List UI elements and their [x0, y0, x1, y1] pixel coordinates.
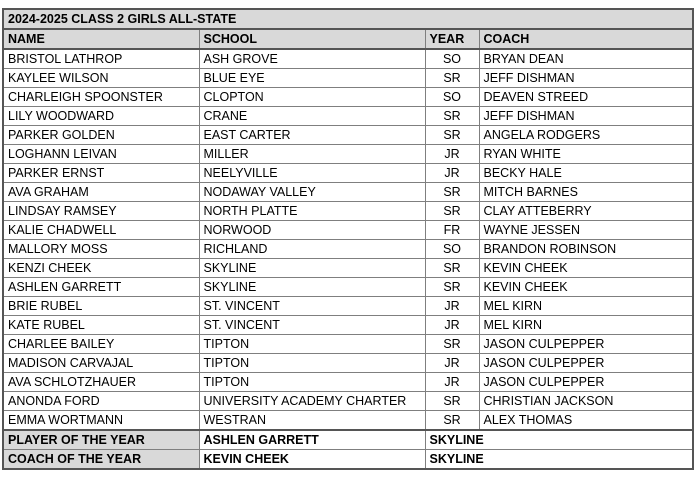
- year-cell: SR: [425, 69, 479, 88]
- award-row: [3, 430, 693, 450]
- school-cell: ST. VINCENT: [199, 297, 425, 316]
- player-name-cell: BRIE RUBEL: [3, 297, 199, 316]
- player-name-cell: PARKER ERNST: [3, 164, 199, 183]
- player-name-cell: AVA GRAHAM: [3, 183, 199, 202]
- table-row: [3, 202, 693, 221]
- player-name-cell: BRISTOL LATHROP: [3, 49, 199, 69]
- school-cell: RICHLAND: [199, 240, 425, 259]
- school-cell: CRANE: [199, 107, 425, 126]
- coach-cell: MEL KIRN: [479, 316, 693, 335]
- table-row: [3, 259, 693, 278]
- school-cell: WESTRAN: [199, 411, 425, 431]
- coach-cell: CLAY ATTEBERRY: [479, 202, 693, 221]
- year-cell: SR: [425, 107, 479, 126]
- school-cell: ASH GROVE: [199, 49, 425, 69]
- school-cell: MILLER: [199, 145, 425, 164]
- coach-cell: JEFF DISHMAN: [479, 107, 693, 126]
- school-cell: NODAWAY VALLEY: [199, 183, 425, 202]
- table-body: [3, 9, 693, 469]
- player-name-cell: EMMA WORTMANN: [3, 411, 199, 431]
- coach-cell: KEVIN CHEEK: [479, 259, 693, 278]
- player-name-cell: LOGHANN LEIVAN: [3, 145, 199, 164]
- table-row: [3, 145, 693, 164]
- coach-cell: RYAN WHITE: [479, 145, 693, 164]
- year-cell: FR: [425, 221, 479, 240]
- coach-cell: BRANDON ROBINSON: [479, 240, 693, 259]
- table-row: [3, 335, 693, 354]
- coach-cell: JASON CULPEPPER: [479, 354, 693, 373]
- year-cell: SR: [425, 278, 479, 297]
- all-state-table: [2, 8, 694, 470]
- coach-cell: MEL KIRN: [479, 297, 693, 316]
- school-cell: EAST CARTER: [199, 126, 425, 145]
- year-cell: SR: [425, 335, 479, 354]
- player-name-cell: CHARLEE BAILEY: [3, 335, 199, 354]
- table-row: [3, 221, 693, 240]
- table-row: [3, 240, 693, 259]
- player-name-cell: AVA SCHLOTZHAUER: [3, 373, 199, 392]
- year-cell: SR: [425, 126, 479, 145]
- table-row: [3, 316, 693, 335]
- year-cell: SR: [425, 411, 479, 431]
- player-name-cell: KAYLEE WILSON: [3, 69, 199, 88]
- table-row: [3, 373, 693, 392]
- player-name-cell: KALIE CHADWELL: [3, 221, 199, 240]
- column-header-year: YEAR: [425, 29, 479, 49]
- table-row: [3, 297, 693, 316]
- school-cell: ST. VINCENT: [199, 316, 425, 335]
- table-row: [3, 411, 693, 431]
- player-name-cell: MADISON CARVAJAL: [3, 354, 199, 373]
- table-row: [3, 126, 693, 145]
- school-cell: NORTH PLATTE: [199, 202, 425, 221]
- player-name-cell: LILY WOODWARD: [3, 107, 199, 126]
- award-school-cell: SKYLINE: [425, 450, 693, 470]
- school-cell: NORWOOD: [199, 221, 425, 240]
- coach-cell: ALEX THOMAS: [479, 411, 693, 431]
- school-cell: TIPTON: [199, 354, 425, 373]
- year-cell: JR: [425, 145, 479, 164]
- school-cell: TIPTON: [199, 373, 425, 392]
- coach-cell: JEFF DISHMAN: [479, 69, 693, 88]
- year-cell: SR: [425, 259, 479, 278]
- coach-cell: JASON CULPEPPER: [479, 335, 693, 354]
- table-row: [3, 183, 693, 202]
- coach-cell: KEVIN CHEEK: [479, 278, 693, 297]
- year-cell: JR: [425, 354, 479, 373]
- player-name-cell: LINDSAY RAMSEY: [3, 202, 199, 221]
- year-cell: SO: [425, 49, 479, 69]
- coach-cell: MITCH BARNES: [479, 183, 693, 202]
- year-cell: JR: [425, 373, 479, 392]
- table-row: [3, 278, 693, 297]
- table-row: [3, 69, 693, 88]
- year-cell: SR: [425, 392, 479, 411]
- school-cell: TIPTON: [199, 335, 425, 354]
- year-cell: JR: [425, 316, 479, 335]
- player-name-cell: CHARLEIGH SPOONSTER: [3, 88, 199, 107]
- award-label-cell: COACH OF THE YEAR: [3, 450, 199, 470]
- table-row: [3, 354, 693, 373]
- player-name-cell: PARKER GOLDEN: [3, 126, 199, 145]
- award-school-cell: SKYLINE: [425, 430, 693, 450]
- coach-cell: BRYAN DEAN: [479, 49, 693, 69]
- year-cell: SO: [425, 240, 479, 259]
- award-name-cell: ASHLEN GARRETT: [199, 430, 425, 450]
- school-cell: SKYLINE: [199, 278, 425, 297]
- player-name-cell: KATE RUBEL: [3, 316, 199, 335]
- coach-cell: BECKY HALE: [479, 164, 693, 183]
- school-cell: CLOPTON: [199, 88, 425, 107]
- player-name-cell: ASHLEN GARRETT: [3, 278, 199, 297]
- year-cell: JR: [425, 297, 479, 316]
- school-cell: BLUE EYE: [199, 69, 425, 88]
- title-row: [3, 9, 693, 29]
- column-header-coach: COACH: [479, 29, 693, 49]
- school-cell: UNIVERSITY ACADEMY CHARTER: [199, 392, 425, 411]
- award-label-cell: PLAYER OF THE YEAR: [3, 430, 199, 450]
- school-cell: NEELYVILLE: [199, 164, 425, 183]
- year-cell: SR: [425, 183, 479, 202]
- award-name-cell: KEVIN CHEEK: [199, 450, 425, 470]
- year-cell: SR: [425, 202, 479, 221]
- coach-cell: CHRISTIAN JACKSON: [479, 392, 693, 411]
- coach-cell: DEAVEN STREED: [479, 88, 693, 107]
- table-row: [3, 392, 693, 411]
- coach-cell: WAYNE JESSEN: [479, 221, 693, 240]
- column-header-name: NAME: [3, 29, 199, 49]
- column-header-school: SCHOOL: [199, 29, 425, 49]
- school-cell: SKYLINE: [199, 259, 425, 278]
- player-name-cell: MALLORY MOSS: [3, 240, 199, 259]
- player-name-cell: ANONDA FORD: [3, 392, 199, 411]
- year-cell: SO: [425, 88, 479, 107]
- table-row: [3, 49, 693, 69]
- table-row: [3, 164, 693, 183]
- table-row: [3, 107, 693, 126]
- award-row: [3, 450, 693, 470]
- player-name-cell: KENZI CHEEK: [3, 259, 199, 278]
- header-row: [3, 29, 693, 49]
- coach-cell: JASON CULPEPPER: [479, 373, 693, 392]
- table-row: [3, 88, 693, 107]
- coach-cell: ANGELA RODGERS: [479, 126, 693, 145]
- year-cell: JR: [425, 164, 479, 183]
- table-title: 2024-2025 CLASS 2 GIRLS ALL-STATE: [3, 9, 693, 29]
